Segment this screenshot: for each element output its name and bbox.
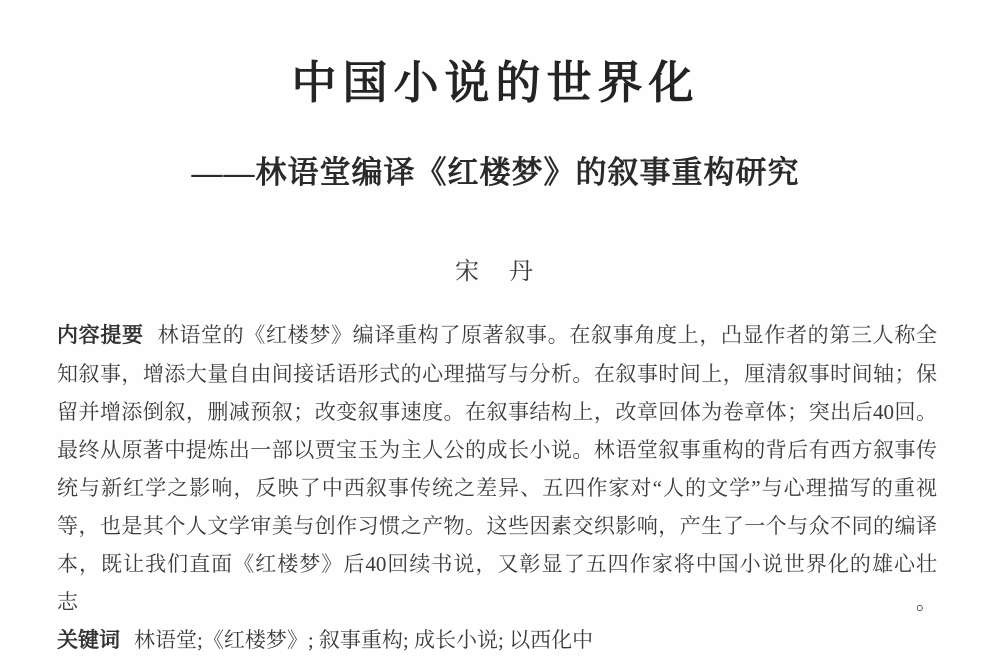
- keywords-line: [57, 621, 937, 660]
- keywords-text: 林语堂;《红楼梦》; 叙事重构; 成长小说; 以西化中: [134, 628, 594, 652]
- abstract-line-2: 知叙事，增添大量自由间接话语形式的心理描写与分析。在叙事时间上，厘清叙事时间轴；保: [57, 362, 937, 386]
- abstract-line-1: [57, 316, 937, 355]
- abstract-line-4: 最终从原著中提炼出一部以贾宝玉为主人公的成长小说。林语堂叙事重构的背后有西方叙事传: [57, 438, 937, 462]
- abstract-line-7: 本，既让我们直面《红楼梦》后40回续书说，又彰显了五四作家将中国小说世界化的雄心壮志。: [57, 552, 937, 614]
- abstract-line-5: 统与新红学之影响，反映了中西叙事传统之差异、五四作家对“人的文学”与心理描写的重视: [57, 476, 937, 500]
- abstract-line-1-text: 林语堂的《红楼梦》编译重构了原著叙事。在叙事角度上，凸显作者的第三人称全: [157, 323, 938, 347]
- abstract-block: [57, 316, 937, 660]
- paper-title: 中国小说的世界化: [291, 58, 700, 108]
- paper-subtitle: ——林语堂编译《红楼梦》的叙事重构研究: [191, 155, 800, 190]
- abstract-label: 内容提要: [57, 324, 144, 347]
- author-name: 宋 丹: [455, 259, 536, 285]
- keywords-label: 关键词: [57, 629, 120, 652]
- abstract-line-6: 等，也是其个人文学审美与创作习惯之产物。这些因素交织影响，产生了一个与众不同的编译: [57, 514, 937, 538]
- abstract-line-3: 留并增添倒叙，删减预叙；改变叙事速度。在叙事结构上，改章回体为卷章体；突出后40回。: [57, 400, 937, 424]
